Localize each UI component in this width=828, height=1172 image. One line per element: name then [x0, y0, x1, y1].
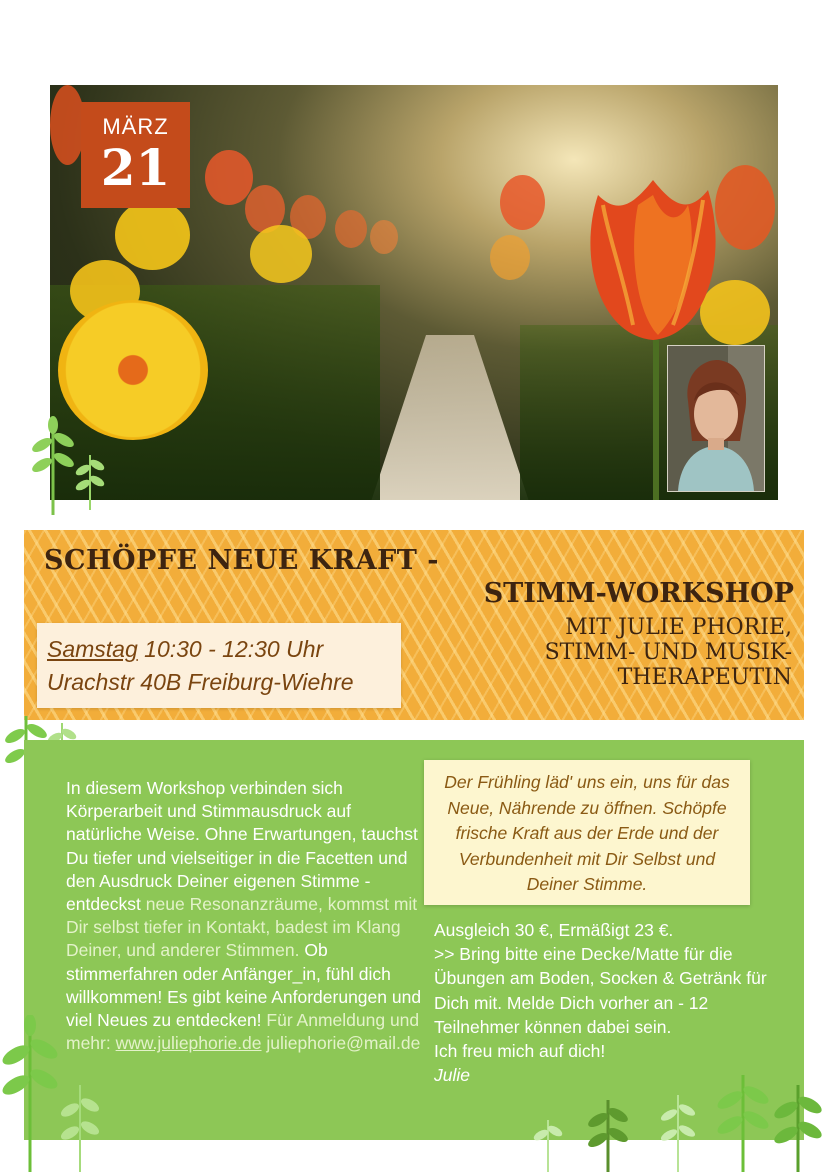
tulip-large	[578, 175, 728, 345]
tulip-stem	[653, 340, 659, 500]
date-badge	[81, 102, 190, 208]
leaf-sprig-icon	[0, 1015, 110, 1172]
date-day: 21	[100, 138, 171, 197]
subtitle-line: MIT JULIE PHORIE,	[565, 615, 792, 640]
email-link[interactable]: juliephorie@mail.de	[261, 1033, 421, 1054]
website-link[interactable]: www.juliephorie.de	[115, 1033, 262, 1054]
description-part: Ob stimmerfahren oder Anfänger_in, fühl dich willkommen! Es gibt keine Anforderungen und viel Neues zu entdecken!	[66, 940, 422, 1031]
tulip	[335, 210, 367, 248]
tulip	[500, 175, 545, 230]
headline-title: SCHÖPFE NEUE KRAFT -	[44, 545, 439, 576]
description-part: In diesem Workshop verbinden sich Körperarbeit und Stimmausdruck auf natürliche Weise. Ohne Erwartungen, tauchst Du tiefer und vielseitiger in die Facetten und den Ausdruck Deiner eigenen Stimme - entdeckst	[66, 778, 418, 915]
event-day: Samstag	[47, 636, 138, 662]
signature: Julie	[434, 1065, 470, 1086]
subtitle-line: THERAPEUTIN	[617, 665, 792, 690]
quote-box	[424, 760, 750, 905]
tulip	[205, 150, 253, 205]
tulip	[490, 235, 530, 280]
description-part: Für Anmeldung und mehr:	[66, 1010, 420, 1054]
event-time	[47, 633, 401, 666]
closing-text: Ich freu mich auf dich!	[434, 1041, 606, 1062]
quote-text: Der Frühling läd' uns ein, uns für das Neue, Nährende zu öffnen. Schöpfe frische Kraft aus der Erde und der Verbundenheit mit Dir Selbst und Deiner Stimme.	[444, 772, 730, 894]
tulip	[50, 85, 85, 165]
price-text: Ausgleich 30 €, Ermäßigt 23 €.	[434, 920, 674, 940]
event-address: Urachstr 40B Freiburg-Wiehre	[47, 669, 354, 695]
description-part: neue Resonanzräume, kommst mit Dir selbst tiefer in Kontakt, badest im Klang Deiner, und anderer Stimmen.	[66, 894, 418, 961]
portrait-illustration	[668, 346, 764, 491]
leaf-sprig-icon	[28, 415, 108, 515]
daffodil	[250, 225, 312, 283]
date-month: MÄRZ	[102, 114, 169, 139]
details-text	[434, 918, 794, 1087]
daffodil	[115, 200, 190, 270]
bring-text: >> Bring bitte eine Decke/Matte für die Übungen am Boden, Socken & Getränk für Dich mit. Melde Dich vorher an - 12 Teilnehmer können dabei sein.	[434, 944, 767, 1037]
portrait-photo	[667, 345, 765, 492]
headline-subtitle	[545, 615, 792, 690]
tulip	[370, 220, 398, 254]
event-info-box	[37, 623, 401, 708]
description-text	[66, 777, 426, 1055]
event-hours: 10:30 - 12:30 Uhr	[137, 636, 324, 662]
subtitle-line: STIMM- UND MUSIK-	[544, 640, 792, 665]
headline-workshop: STIMM-WORKSHOP	[483, 578, 794, 609]
leaf-sprig-icon	[528, 1075, 828, 1172]
